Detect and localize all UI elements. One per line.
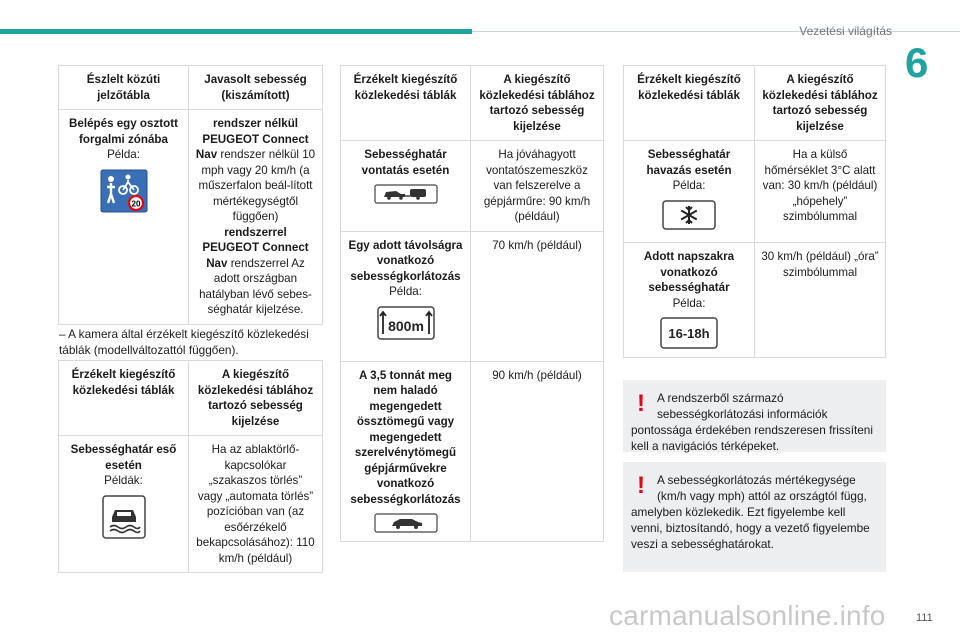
speed-text: 70 km/h (például) [471, 231, 604, 361]
speed-text: rendszerrel Az adott országban hatályban lévő sebes-séghatár kijelzése. [199, 256, 312, 316]
warning-text: amelyben közlekedik. Ezt figyelembe kell venni, biztosítandó, hogy a vezető figyelembe veszi a sebességhatárokat. [631, 505, 870, 551]
table-header: Érzékelt kiegészítő közlekedési táblák [59, 361, 189, 436]
watermark: carmanualsonline.info [609, 600, 886, 631]
rain-sign-icon [102, 495, 146, 539]
warning-icon: ! [637, 390, 645, 417]
table-header: A kiegészítő közlekedési táblához tartozó sebesség kijelzése [755, 66, 886, 141]
speed-text: Ha a külső hőmérséklet 3°C alatt van: 30 km/h (például) „hópehely” szimbólummal [755, 141, 886, 243]
row-title: Adott napszakra vonatkozó sebességhatár [643, 250, 735, 294]
section-title: Vezetési világítás [799, 24, 892, 38]
supplementary-sign-table [623, 65, 886, 358]
row-title: A 3,5 tonnát meg nem haladó megengedett össztömegű vagy megengedett szerelvénytömegű gépjárművekre vonatkozó sebességkorlátozás [350, 368, 461, 506]
connect-nav-label: rendszerrel PEUGEOT Connect Nav [202, 225, 309, 270]
table-row [341, 231, 604, 361]
table-header: A kiegészítő közlekedési táblához tartozó sebesség kijelzése [189, 361, 323, 436]
shared-zone-sign-icon [100, 169, 148, 213]
row-title: Sebességhatár eső esetén [70, 443, 177, 472]
detected-sign-table [58, 65, 323, 325]
row-title: Belépés egy osztott forgalmi zónába [69, 117, 178, 146]
example-label: Példák: [104, 474, 143, 487]
sign-limit-text: 20 [131, 199, 140, 208]
snowflake-sign-icon [662, 200, 716, 230]
table-header: Érzékelt kiegészítő közlekedési táblák [624, 66, 755, 141]
warning-icon: ! [637, 472, 645, 499]
connect-nav-label: rendszer nélkül PEUGEOT Connect Nav [195, 117, 309, 161]
distance-sign-icon [377, 306, 435, 340]
table-header: Érzékelt kiegészítő közlekedési táblák [341, 66, 471, 141]
warning-text: A sebességkorlátozás mértékegysége (km/h vagy mph) attól az országtól függ, [657, 473, 867, 503]
time-sign-icon [660, 317, 718, 349]
example-label: Példa: [672, 296, 706, 310]
towing-sign-icon [374, 184, 438, 204]
supplementary-sign-table [58, 360, 323, 573]
speed-text: Ha jóváhagyott vontatószemeszköz van felszerelve a gépjárműre: 90 km/h (például) [471, 141, 604, 232]
speed-text: rendszer nélkül 10 mph vagy 20 km/h (a műszerfalon beál-lított mértékegységtől függően) [198, 148, 316, 223]
example-label: Példa: [389, 285, 422, 298]
example-label: Példa: [107, 148, 140, 161]
warning-box [623, 462, 886, 572]
chapter-number: 6 [905, 39, 929, 86]
table-row [624, 141, 886, 243]
speed-text: Ha az ablaktörlő-kapcsolókar „szakaszos törlés” vagy „automata törlés” pozícióban van (az esőérzékelő bekapcsolásához): 110 km/h (például) [189, 436, 323, 573]
car-sign-icon [374, 513, 438, 533]
row-title: Sebességhatár vontatás esetén [361, 148, 450, 177]
sign-time-text: 16-18h [668, 326, 710, 341]
table-row [341, 361, 604, 542]
table-header: A kiegészítő közlekedési táblához tartozó sebesség kijelzése [471, 66, 604, 141]
row-title: Egy adott távolságra vonatkozó sebességkorlátozás [348, 238, 463, 283]
warning-box [623, 380, 886, 452]
sign-distance-text: 800m [387, 317, 424, 334]
table-row [59, 110, 323, 325]
table-row [59, 436, 323, 573]
table-header: Javasolt sebesség (kiszámított) [189, 66, 323, 110]
warning-text: A rendszerből származó sebességkorlátozási információk [657, 391, 828, 421]
table-row [624, 243, 886, 358]
intro-paragraph: – A kamera által érzékelt kiegészítő közlekedési táblák (modellváltozattól függően). [59, 327, 309, 357]
table-header: Észlelt közúti jelzőtábla [59, 66, 189, 110]
speed-text: 30 km/h (például) „óra” szimbólummal [755, 243, 886, 358]
example-label: Példa: [672, 179, 706, 192]
row-title: Sebességhatár havazás esetén [646, 148, 732, 177]
header-accent-bar [0, 29, 472, 34]
warning-text: pontossága érdekében rendszeresen frissíteni kell a navigációs térképeket. [631, 423, 873, 453]
speed-text: 90 km/h (például) [471, 361, 604, 542]
table-row [341, 141, 604, 232]
page-number: 111 [916, 612, 933, 624]
supplementary-sign-table [340, 65, 604, 542]
